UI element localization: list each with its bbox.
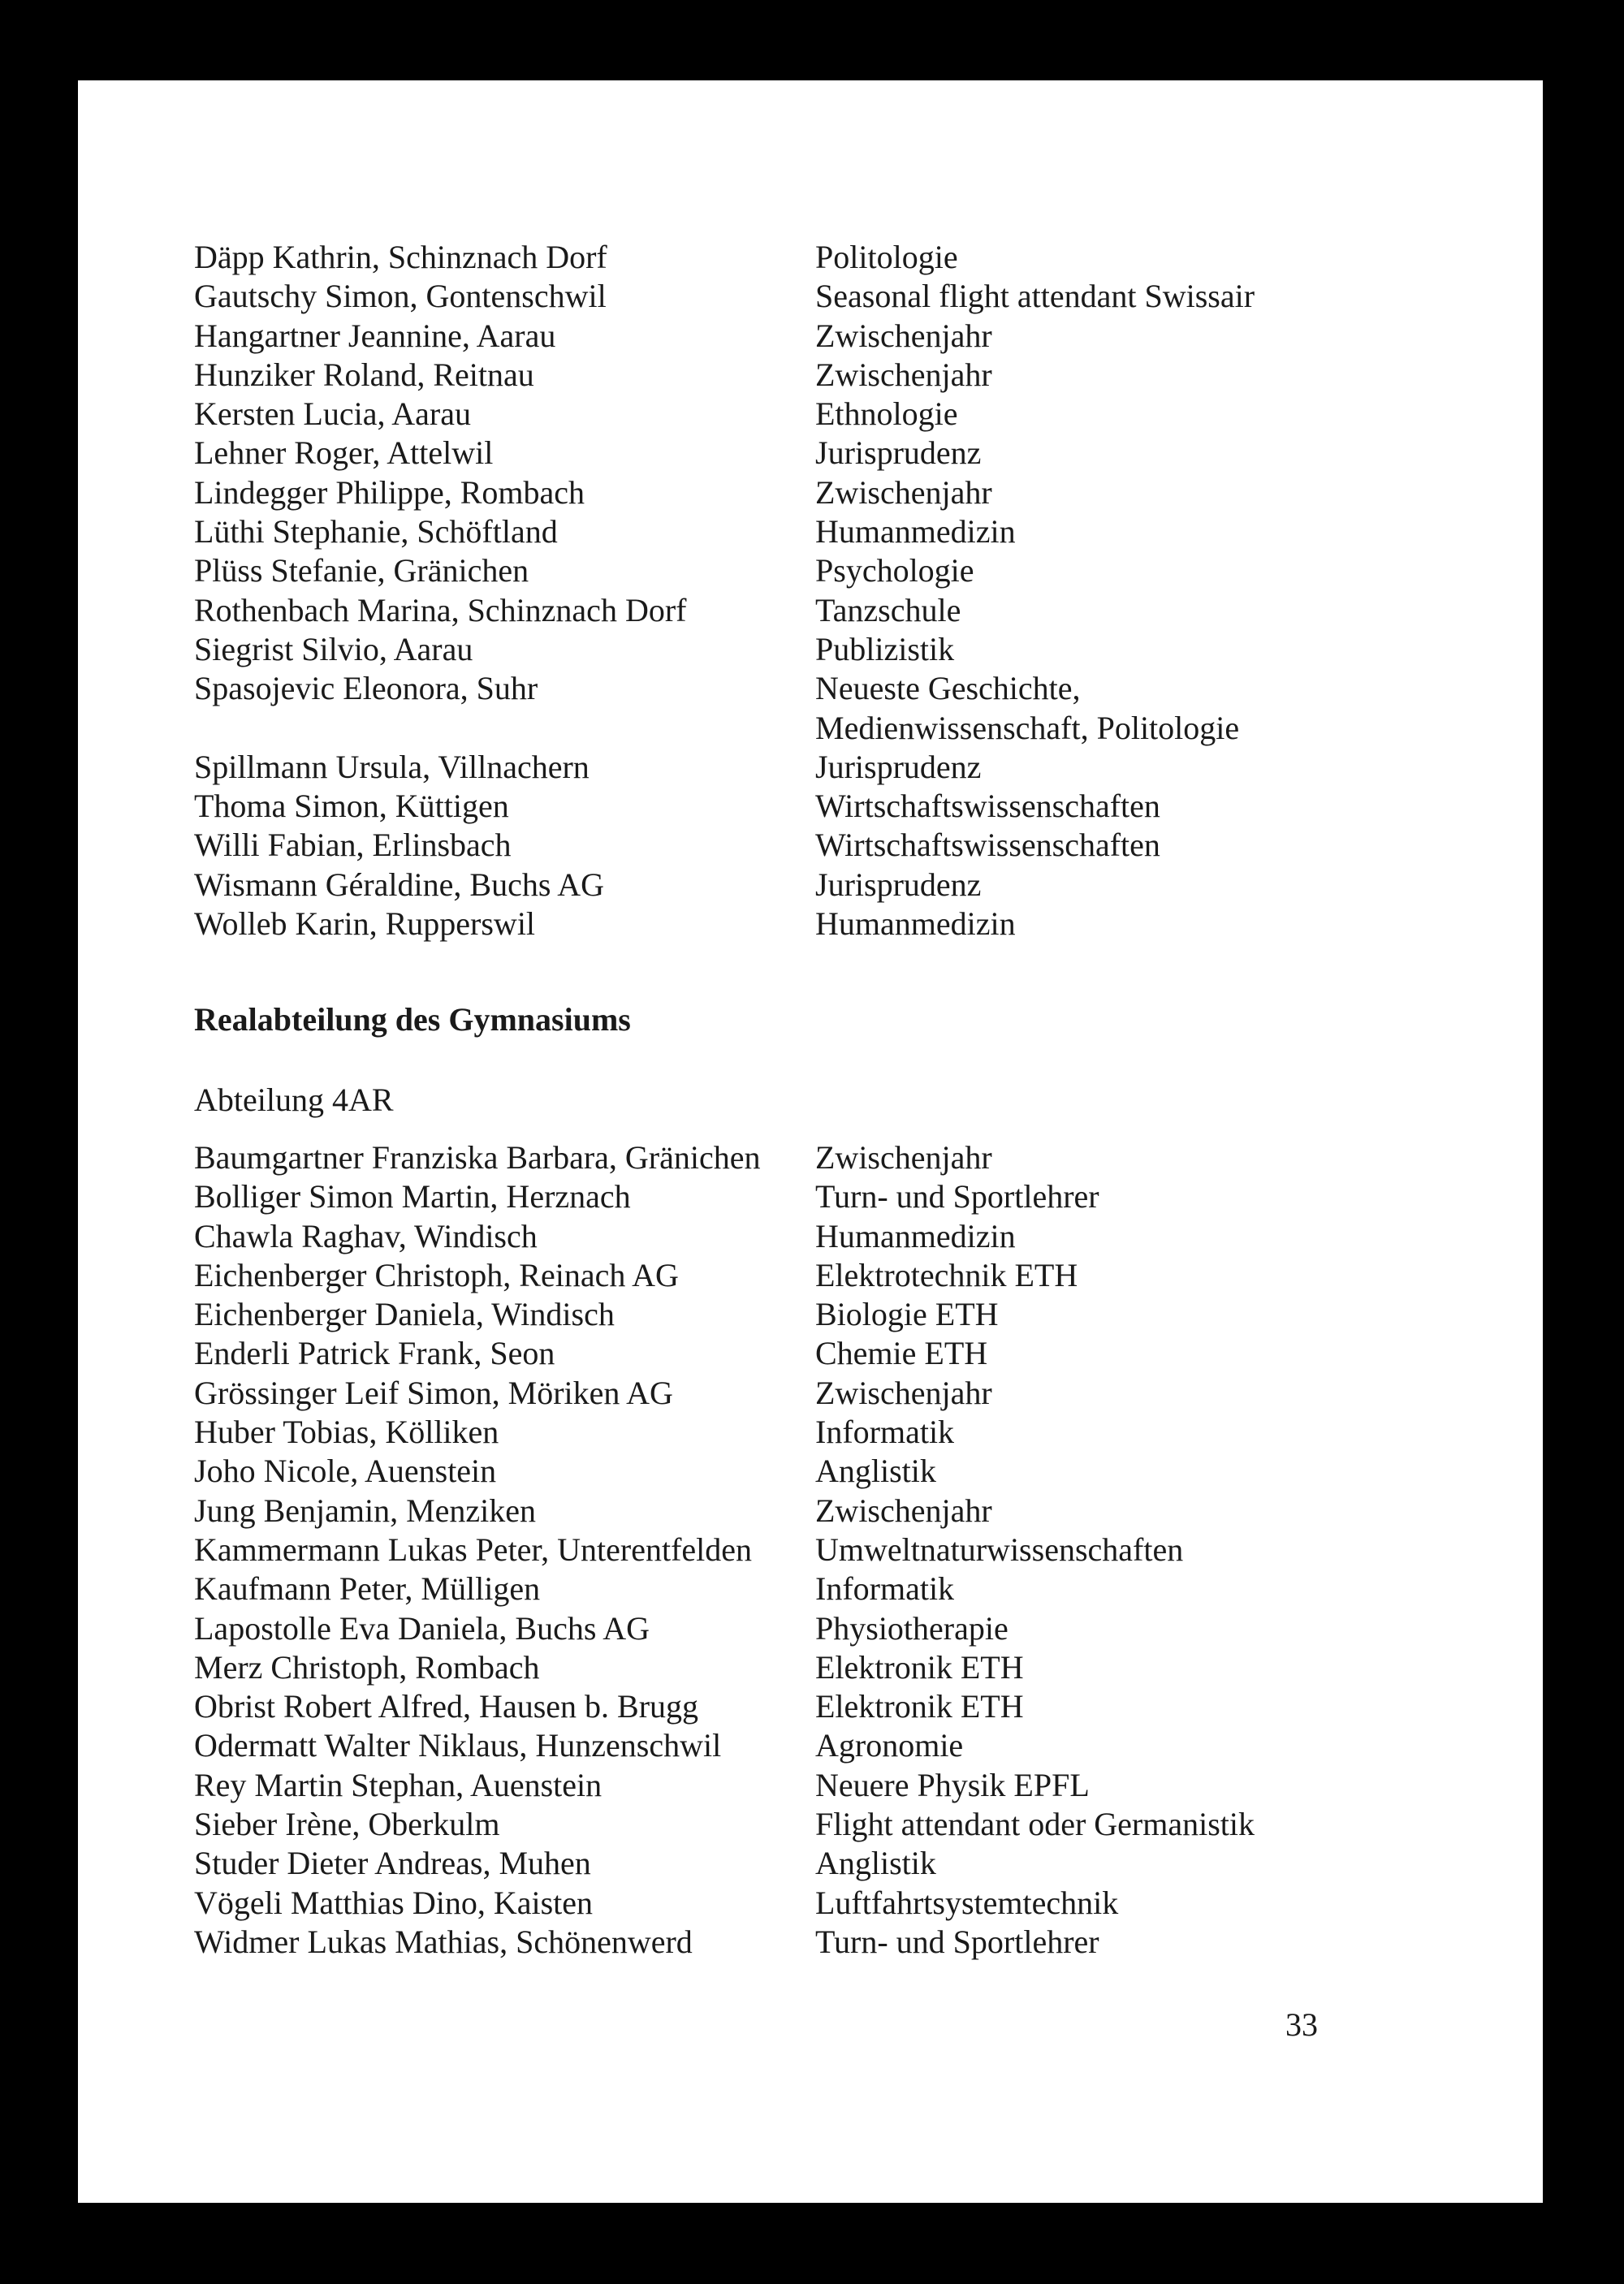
student-name: Wolleb Karin, Rupperswil bbox=[194, 905, 536, 943]
student-name: Rey Martin Stephan, Auenstein bbox=[194, 1766, 603, 1803]
study-field: Wirtschaftswissenschaften bbox=[815, 788, 1160, 825]
study-field: Turn- und Sportlehrer bbox=[815, 1178, 1099, 1215]
student-name: Hunziker Roland, Reitnau bbox=[194, 356, 534, 393]
student-name: Bolliger Simon Martin, Herznach bbox=[194, 1178, 631, 1215]
study-field: Flight attendant oder Germanistik bbox=[815, 1806, 1255, 1843]
student-name: Joho Nicole, Auenstein bbox=[194, 1453, 497, 1490]
list-row bbox=[194, 1884, 1526, 1923]
list-row bbox=[194, 1923, 1526, 1962]
student-name: Obrist Robert Alfred, Hausen b. Brugg bbox=[194, 1688, 699, 1725]
list-row bbox=[194, 1452, 1526, 1491]
student-name: Siegrist Silvio, Aarau bbox=[194, 630, 473, 667]
list-row bbox=[194, 748, 1526, 787]
student-name: Plüss Stefanie, Gränichen bbox=[194, 552, 529, 589]
list-row bbox=[194, 669, 1526, 708]
student-name: Widmer Lukas Mathias, Schönenwerd bbox=[194, 1923, 693, 1960]
list-row bbox=[194, 1805, 1526, 1844]
study-field: Humanmedizin bbox=[815, 905, 1016, 943]
student-name: Jung Benjamin, Menziken bbox=[194, 1492, 537, 1529]
list-row bbox=[194, 1609, 1526, 1648]
list-row bbox=[194, 787, 1526, 826]
list-row bbox=[194, 551, 1526, 590]
list-row bbox=[194, 277, 1526, 316]
study-field: Elektrotechnik ETH bbox=[815, 1256, 1078, 1293]
study-field: Neueste Geschichte, bbox=[815, 670, 1081, 707]
list-row bbox=[194, 826, 1526, 865]
study-field: Psychologie bbox=[815, 552, 974, 589]
student-name: Lüthi Stephanie, Schöftland bbox=[194, 513, 558, 550]
student-name bbox=[194, 709, 815, 748]
student-name: Kaufmann Peter, Mülligen bbox=[194, 1570, 541, 1608]
student-name: Vögeli Matthias Dino, Kaisten bbox=[194, 1884, 594, 1921]
student-name: Enderli Patrick Frank, Seon bbox=[194, 1335, 555, 1372]
study-field: Zwischenjahr bbox=[815, 317, 992, 354]
page-number: 33 bbox=[1285, 2006, 1318, 2043]
list-row bbox=[194, 1648, 1526, 1687]
study-field: Seasonal flight attendant Swissair bbox=[815, 278, 1255, 315]
student-name: Däpp Kathrin, Schinznach Dorf bbox=[194, 239, 607, 275]
study-field: Jurisprudenz bbox=[815, 866, 982, 903]
list-row bbox=[194, 1766, 1526, 1805]
list-row bbox=[194, 434, 1526, 473]
study-field: Zwischenjahr bbox=[815, 356, 992, 393]
student-name: Kammermann Lukas Peter, Unterentfelden bbox=[194, 1531, 753, 1568]
list-row bbox=[194, 1569, 1526, 1608]
study-field: Informatik bbox=[815, 1414, 955, 1451]
study-field: Humanmedizin bbox=[815, 1217, 1016, 1254]
list-row bbox=[194, 512, 1526, 551]
student-name: Lapostolle Eva Daniela, Buchs AG bbox=[194, 1609, 650, 1647]
student-name: Wismann Géraldine, Buchs AG bbox=[194, 866, 604, 903]
student-name: Lehner Roger, Attelwil bbox=[194, 434, 494, 472]
study-field: Biologie ETH bbox=[815, 1296, 999, 1333]
class-subheading: Abteilung 4AR bbox=[194, 1082, 394, 1118]
list-row bbox=[194, 473, 1526, 512]
student-name: Hangartner Jeannine, Aarau bbox=[194, 317, 556, 354]
student-name: Willi Fabian, Erlinsbach bbox=[194, 827, 512, 864]
study-field: Ethnologie bbox=[815, 395, 958, 433]
study-field: Anglistik bbox=[815, 1453, 936, 1490]
list-row bbox=[194, 1334, 1526, 1373]
student-name: Thoma Simon, Küttigen bbox=[194, 788, 509, 825]
student-name: Sieber Irène, Oberkulm bbox=[194, 1806, 500, 1843]
list-row bbox=[194, 709, 1526, 748]
study-field: Jurisprudenz bbox=[815, 434, 982, 472]
list-row bbox=[194, 1295, 1526, 1334]
list-row bbox=[194, 591, 1526, 630]
student-name: Studer Dieter Andreas, Muhen bbox=[194, 1845, 591, 1882]
study-field: Neuere Physik EPFL bbox=[815, 1766, 1090, 1803]
student-name: Grössinger Leif Simon, Möriken AG bbox=[194, 1374, 673, 1411]
list-row bbox=[194, 1217, 1526, 1256]
study-field: Physiotherapie bbox=[815, 1609, 1009, 1647]
student-name: Spasojevic Eleonora, Suhr bbox=[194, 670, 538, 707]
student-name: Spillmann Ursula, Villnachern bbox=[194, 748, 590, 785]
graduates-list-section-1 bbox=[194, 238, 1526, 943]
list-row bbox=[194, 866, 1526, 905]
list-row bbox=[194, 1531, 1526, 1569]
list-row bbox=[194, 1138, 1526, 1177]
list-row bbox=[194, 630, 1526, 669]
list-row bbox=[194, 1687, 1526, 1726]
student-name: Odermatt Walter Niklaus, Hunzenschwil bbox=[194, 1727, 722, 1764]
list-row bbox=[194, 317, 1526, 356]
study-field: Anglistik bbox=[815, 1845, 936, 1882]
study-field: Zwischenjahr bbox=[815, 473, 992, 511]
list-row bbox=[194, 905, 1526, 943]
list-row bbox=[194, 1256, 1526, 1295]
document-page bbox=[78, 80, 1543, 2203]
student-name: Baumgartner Franziska Barbara, Gränichen bbox=[194, 1139, 761, 1176]
student-name: Rothenbach Marina, Schinznach Dorf bbox=[194, 591, 687, 628]
student-name: Merz Christoph, Rombach bbox=[194, 1648, 540, 1686]
student-name: Eichenberger Christoph, Reinach AG bbox=[194, 1256, 679, 1293]
graduates-list-section-2 bbox=[194, 1138, 1526, 1962]
study-field: Humanmedizin bbox=[815, 513, 1016, 550]
study-field: Luftfahrtsystemtechnik bbox=[815, 1884, 1119, 1921]
student-name: Huber Tobias, Kölliken bbox=[194, 1414, 499, 1451]
study-field: Zwischenjahr bbox=[815, 1139, 992, 1176]
study-field: Informatik bbox=[815, 1570, 955, 1608]
study-field: Publizistik bbox=[815, 630, 955, 667]
study-field: Umweltnaturwissenschaften bbox=[815, 1531, 1184, 1568]
student-name: Kersten Lucia, Aarau bbox=[194, 395, 471, 433]
study-field: Tanzschule bbox=[815, 591, 961, 628]
student-name: Eichenberger Daniela, Windisch bbox=[194, 1296, 615, 1333]
list-row bbox=[194, 1726, 1526, 1765]
student-name: Chawla Raghav, Windisch bbox=[194, 1217, 538, 1254]
study-field: Politologie bbox=[815, 239, 958, 275]
study-field: Elektronik ETH bbox=[815, 1648, 1024, 1686]
study-field: Zwischenjahr bbox=[815, 1374, 992, 1411]
study-field: Elektronik ETH bbox=[815, 1688, 1024, 1725]
study-field: Chemie ETH bbox=[815, 1335, 988, 1372]
list-row bbox=[194, 356, 1526, 395]
list-row bbox=[194, 1844, 1526, 1883]
study-field: Agronomie bbox=[815, 1727, 964, 1764]
study-field: Medienwissenschaft, Politologie bbox=[815, 709, 1240, 746]
list-row bbox=[194, 1413, 1526, 1452]
student-name: Lindegger Philippe, Rombach bbox=[194, 473, 585, 511]
study-field: Zwischenjahr bbox=[815, 1492, 992, 1529]
list-row bbox=[194, 395, 1526, 434]
study-field: Jurisprudenz bbox=[815, 748, 982, 785]
list-row bbox=[194, 1374, 1526, 1413]
study-field: Turn- und Sportlehrer bbox=[815, 1923, 1099, 1960]
section-heading: Realabteilung des Gymnasiums bbox=[194, 1001, 631, 1038]
list-row bbox=[194, 1177, 1526, 1216]
list-row bbox=[194, 1492, 1526, 1531]
list-row bbox=[194, 238, 1526, 277]
student-name: Gautschy Simon, Gontenschwil bbox=[194, 278, 607, 315]
study-field: Wirtschaftswissenschaften bbox=[815, 827, 1160, 864]
